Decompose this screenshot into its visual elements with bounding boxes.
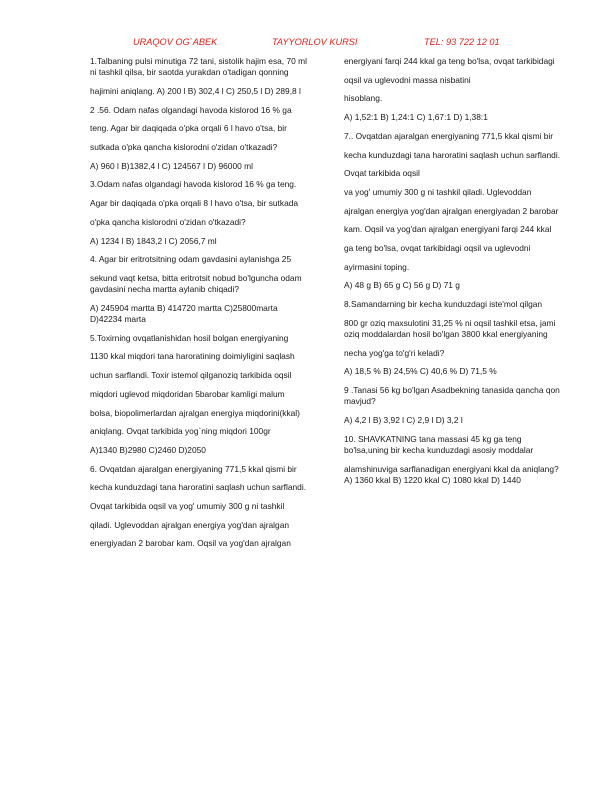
right-paragraph: 7.. Ovqatdan ajaralgan energiyaning 771,5 kkal qismi bir xyxy=(344,130,554,141)
left-paragraph: A) 1234 l B) 1843,2 l C) 2056,7 ml xyxy=(90,235,217,246)
right-paragraph: necha yog'ga to'g'ri keladi? xyxy=(344,347,445,358)
left-paragraph: A) 245904 martta B) 414720 martta C)25800marta D)42234 marta xyxy=(90,302,278,325)
phone-number: TEL: 93 722 12 01 xyxy=(424,37,500,47)
left-paragraph: 4. Agar bir eritrotsitning odam gavdasini aylanishga 25 xyxy=(90,254,292,265)
left-paragraph: teng. Agar bir daqiqada o'pka orqali 6 l havo o'tsa, bir xyxy=(90,123,287,134)
right-paragraph: A) 4,2 l B) 3,92 l C) 2,9 l D) 3,2 l xyxy=(344,415,463,426)
left-paragraph: 1.Talbaning pulsi minutiga 72 tani, sistolik hajim esa, 70 ml ni tashkil qilsa, bir saotda yurakdan o'tadigan qonning xyxy=(90,56,307,78)
left-paragraph: A) 960 l B)1382,4 l C) 124567 l D) 96000 ml xyxy=(90,160,253,171)
left-paragraph: energiyadan 2 barobar kam. Oqsil va yog'dan ajralgan xyxy=(90,538,291,549)
left-paragraph: 2 .56. Odam nafas olgandagi havoda kislorod 16 % ga xyxy=(90,104,292,115)
right-paragraph: A) 18,5 % B) 24,5% C) 40,6 % D) 71,5 % xyxy=(344,366,497,377)
right-column xyxy=(344,56,566,494)
left-paragraph: 6. Ovqatdan ajaralgan energiyaning 771,5 kkal qismi bir xyxy=(90,463,297,474)
right-paragraph: ayirmasini toping. xyxy=(344,261,410,272)
right-paragraph: 9 .Tanasi 56 kg bo'lgan Asadbekning tanasida qancha qon mavjud? xyxy=(344,385,560,407)
left-paragraph: Agar bir daqiqada o'pka orqali 8 l havo o'tsa, bir sutkada xyxy=(90,198,299,209)
left-paragraph: sutkada o'pka qancha kislorodni o'zidan o'tkazadi? xyxy=(90,142,278,153)
left-paragraph: kecha kunduzdagi tana haroratini saqlash uchun sarflandi. xyxy=(90,482,307,493)
right-paragraph: energiyani farqi 244 kkal ga teng bo'lsa, ovqat tarkibidagi xyxy=(344,56,555,66)
page-header xyxy=(0,37,612,49)
left-paragraph: bolsa, biopolimerlardan ajralgan energiya miqdorini(kkal) xyxy=(90,407,300,418)
right-paragraph: 800 gr oziq maxsulotini 31,25 % ni oqsil tashkil etsa, jami oziq moddalardan hosil bo'lgan 3800 kkal energiyaning xyxy=(344,317,556,340)
left-paragraph: Ovqat tarkibida oqsil va yog' umumiy 300 g ni tashkil xyxy=(90,501,285,512)
right-paragraph: oqsil va uglevodni massa nisbatini xyxy=(344,74,471,85)
left-paragraph: qiladi. Uglevoddan ajralgan energiya yog'dan ajralgan xyxy=(90,519,290,530)
right-paragraph: A) 1,52:1 B) 1,24:1 C) 1,67:1 D) 1,38:1 xyxy=(344,112,488,123)
right-paragraph: A) 48 g B) 65 g C) 56 g D) 71 g xyxy=(344,280,460,291)
left-column xyxy=(90,56,312,557)
right-paragraph: hisoblang. xyxy=(344,93,383,104)
right-paragraph: 10. SHAVKATNING tana massasi 45 kg ga teng bo'lsa,uning bir kecha kunduzdagi asosiy moddalar xyxy=(344,433,534,455)
right-paragraph: 8.Samandarning bir kecha kunduzdagi iste'mol qilgan xyxy=(344,299,543,310)
left-paragraph: sekund vaqt ketsa, bitta eritrotsit nobud bo'lguncha odam gavdasini necha martta aylanib chiqadi? xyxy=(90,272,302,295)
author-name: URAQOV OG`ABEK xyxy=(133,37,218,47)
left-paragraph: A)1340 B)2980 C)2460 D)2050 xyxy=(90,444,206,455)
right-paragraph: ajralgan energiya yog'dan ajralgan energiyadan 2 barobar xyxy=(344,205,559,216)
course-name: TAYYORLOV KURSI xyxy=(272,37,358,47)
right-paragraph: ga teng bo'lsa, ovqat tarkibidagi oqsil va uglevodni xyxy=(344,243,531,254)
left-paragraph: 1130 kkal miqdori tana haroratining doimiyligini saqlash xyxy=(90,351,295,362)
left-paragraph: hajimini aniqlang. A) 200 l B) 302,4 l C) 250,5 l D) 289,8 l xyxy=(90,85,301,96)
right-paragraph: alamshinuviga sarflanadigan energiyani kkal da aniqlang?A) 1360 kkal B) 1220 kkal C) 1080 kkal D) 1440 xyxy=(344,463,559,485)
left-paragraph: 3.Odam nafas olgandagi havoda kislorod 16 % ga teng. xyxy=(90,179,297,190)
right-paragraph: kecha kunduzdagi tana haroratini saqlash uchun sarflandi. xyxy=(344,149,561,160)
left-paragraph: o'pka qancha kislorodni o'zidan o'tkazadi? xyxy=(90,216,246,227)
right-paragraph: kam. Oqsil va yog'dan ajralgan energiyani farqi 244 kkal xyxy=(344,224,552,235)
right-paragraph: Ovqat tarkibida oqsil xyxy=(344,168,420,179)
left-paragraph: miqdori uglevod miqdoridan 5barobar kamligi malum xyxy=(90,388,285,399)
left-paragraph: aniqlang. Ovqat tarkibida yog`ning miqdori 100gr xyxy=(90,426,271,437)
left-paragraph: uchun sarflandi. Toxir istemol qilganoziq tarkibida oqsil xyxy=(90,370,292,381)
left-paragraph: 5.Toxirning ovqatlanishidan hosil bolgan energiyaning xyxy=(90,332,289,343)
right-paragraph: va yog' umumiy 300 g ni tashkil qiladi. Uglevoddan xyxy=(344,186,532,197)
